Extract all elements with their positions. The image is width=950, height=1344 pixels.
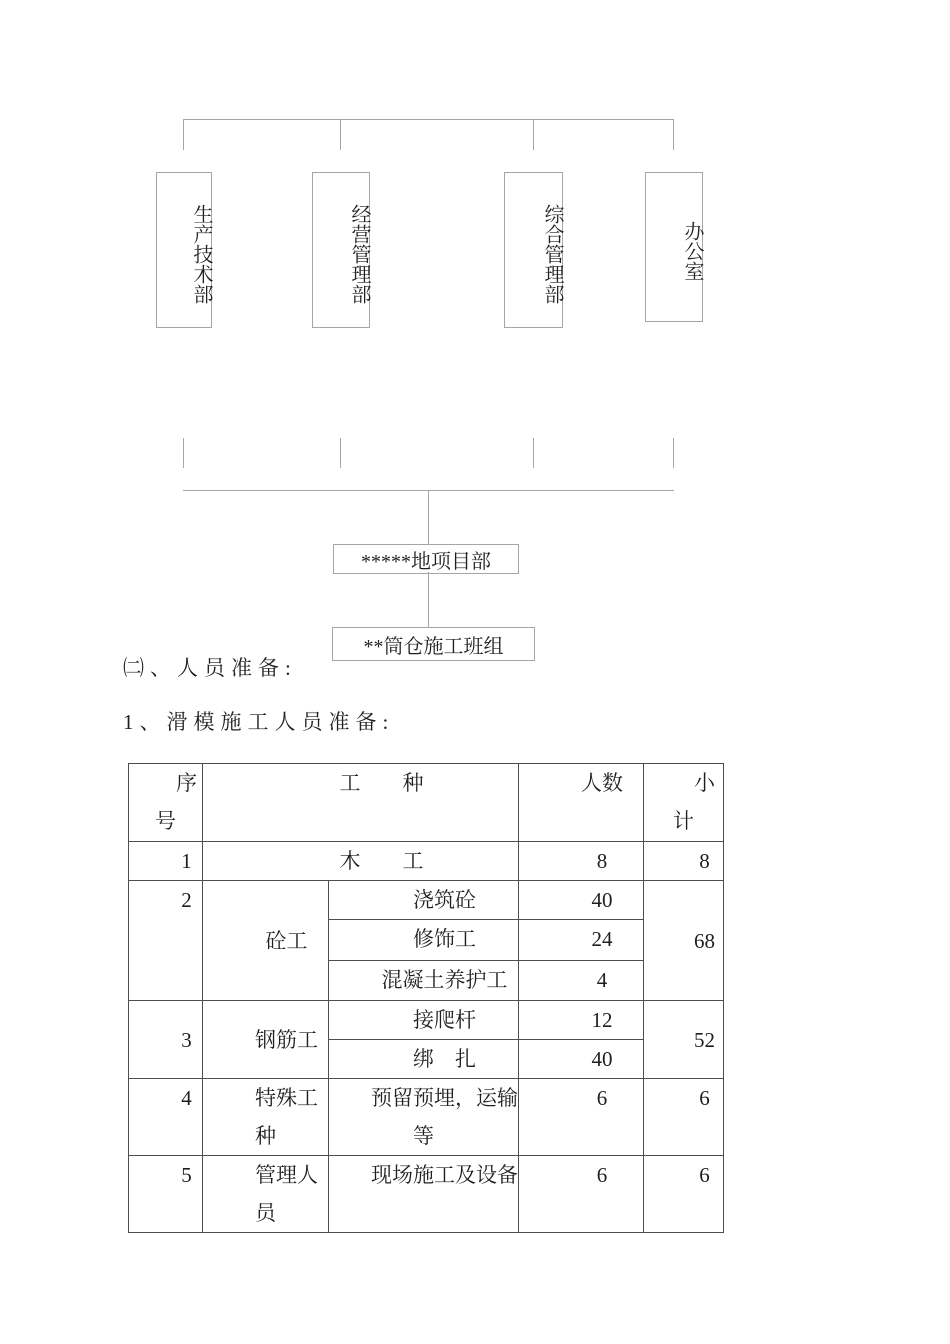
dept-box-general-mgmt (504, 172, 563, 328)
dept-label: 办公室 (681, 220, 703, 281)
cell-subtrade: 接爬杆 (329, 1001, 519, 1040)
cell-no: 5 (129, 1156, 203, 1233)
cell-count: 40 (519, 1040, 644, 1079)
dept-label: 综合管理部 (541, 203, 563, 304)
table-header-row (129, 764, 724, 842)
cell-subtrade: 修饰工 (329, 920, 519, 961)
connector-mid-stub-1 (183, 438, 184, 468)
cell-trade: 木 工 (203, 842, 519, 881)
connector-mid-stub-3 (533, 438, 534, 468)
cell-trade: 钢筋工 (203, 1001, 329, 1079)
table-row (129, 881, 724, 920)
dept-label: 生产技术部 (190, 203, 212, 304)
project-dept-label: *****地项目部 (361, 550, 491, 573)
table-row (129, 1001, 724, 1040)
connector-top-stub-4 (673, 119, 674, 150)
cell-trade: 砼工 (203, 881, 329, 1001)
cell-count: 24 (519, 920, 644, 961)
cell-subtrade: 绑 扎 (329, 1040, 519, 1079)
header-cell-subtotal: 小计 (644, 764, 724, 842)
header-cell-count: 人数 (519, 764, 644, 842)
dept-box-business-mgmt (312, 172, 370, 328)
cell-detail: 预留预埋，运输等 (329, 1079, 519, 1156)
staff-table (128, 763, 724, 1233)
connector-top-stub-3 (533, 119, 534, 150)
cell-count: 6 (519, 1079, 644, 1156)
connector-top-stub-1 (183, 119, 184, 150)
cell-subtotal: 52 (644, 1001, 724, 1079)
connector-mid-stub-4 (673, 438, 674, 468)
connector-drop-to-project (428, 490, 429, 544)
table-row (129, 842, 724, 881)
cell-subtrade: 混凝土养护工 (329, 961, 519, 1001)
header-cell-trade: 工 种 (203, 764, 519, 842)
crew-label: **筒仓施工班组 (363, 635, 504, 658)
project-dept-box (333, 544, 519, 574)
cell-no: 3 (129, 1001, 203, 1079)
cell-count: 40 (519, 881, 644, 920)
cell-trade: 管理人员 (203, 1156, 329, 1233)
dept-box-office (645, 172, 703, 322)
connector-mid-stub-2 (340, 438, 341, 468)
cell-count: 12 (519, 1001, 644, 1040)
cell-count: 4 (519, 961, 644, 1001)
table-row (129, 1156, 724, 1233)
connector-top-rail (183, 119, 674, 120)
subsection-heading: 1、滑模施工人员准备: (123, 710, 395, 734)
cell-no: 1 (129, 842, 203, 881)
dept-box-production-tech (156, 172, 212, 328)
dept-label: 经营管理部 (348, 203, 370, 304)
cell-no: 4 (129, 1079, 203, 1156)
cell-trade: 特殊工种 (203, 1079, 329, 1156)
cell-subtotal: 8 (644, 842, 724, 881)
cell-subtotal: 68 (644, 881, 724, 1001)
cell-subtotal: 6 (644, 1079, 724, 1156)
cell-no: 2 (129, 881, 203, 1001)
connector-top-stub-2 (340, 119, 341, 150)
crew-box (332, 627, 535, 661)
cell-count: 6 (519, 1156, 644, 1233)
table-row (129, 1079, 724, 1156)
cell-detail: 现场施工及设备 (329, 1156, 519, 1233)
header-cell-no: 序号 (129, 764, 203, 842)
cell-subtrade: 浇筑砼 (329, 881, 519, 920)
cell-count: 8 (519, 842, 644, 881)
cell-subtotal: 6 (644, 1156, 724, 1233)
connector-drop-to-crew (428, 572, 429, 627)
section-heading: ㈡、人员准备: (123, 656, 297, 680)
